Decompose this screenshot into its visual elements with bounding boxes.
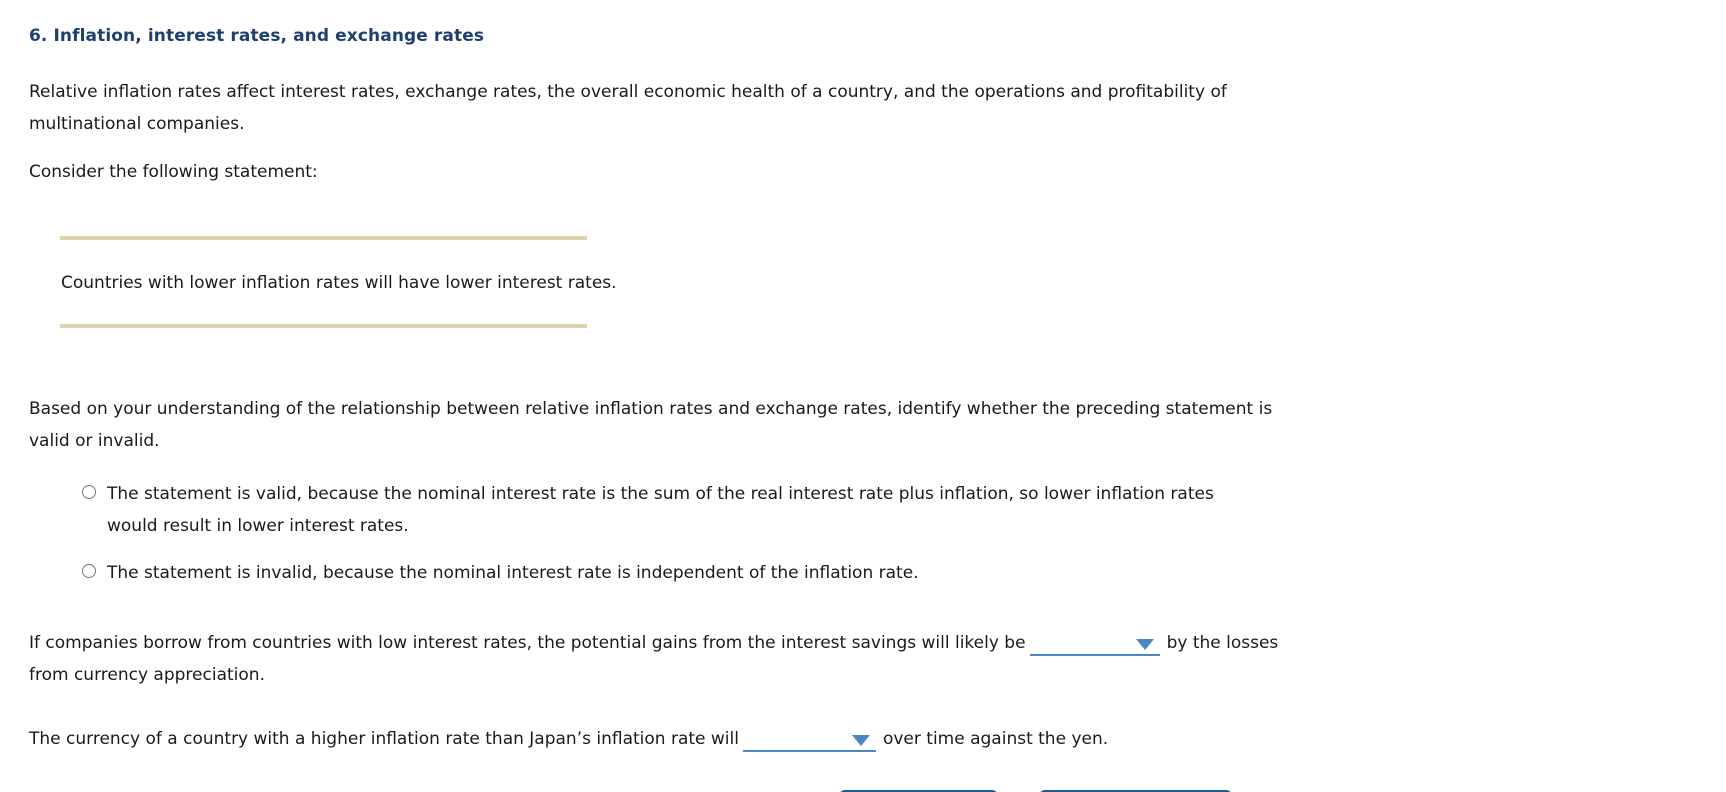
option-invalid-radio[interactable] [82,564,96,578]
borrow-text-before: If companies borrow from countries with low interest rates, the potential gains from the interest savings will likely be [29,633,1026,653]
currency-text-before: The currency of a country with a higher inflation rate than Japan’s inflation rate will [29,729,739,749]
currency-paragraph [29,723,1329,755]
option-valid-radio[interactable] [82,485,96,499]
statement-top-rule [60,236,587,240]
statement-text: Countries with lower inflation rates will have lower interest rates. [61,273,617,293]
option-invalid[interactable] [82,557,1247,589]
borrow-dropdown[interactable] [1030,628,1160,656]
chevron-down-icon [852,735,870,746]
borrow-paragraph [29,627,1299,691]
currency-dropdown[interactable] [743,724,876,752]
option-invalid-label: The statement is invalid, because the nominal interest rate is independent of the inflation rate. [107,563,919,583]
chevron-down-icon [1136,639,1154,650]
option-valid[interactable] [82,478,1247,542]
question-title: 6. Inflation, interest rates, and exchange rates [29,26,485,46]
currency-text-after: over time against the yen. [882,729,1109,749]
consider-paragraph: Consider the following statement: [29,162,318,182]
prompt-paragraph: Based on your understanding of the relationship between relative inflation rates and exchange rates, identify whether the preceding statement is valid or invalid. [29,399,1273,451]
intro-paragraph: Relative inflation rates affect interest rates, exchange rates, the overall economic health of a country, and the operations and profitability of multinational companies. [29,82,1227,134]
option-valid-label: The statement is valid, because the nominal interest rate is the sum of the real interest rate plus inflation, so lower inflation rates would result in lower interest rates. [107,484,1214,536]
statement-bottom-rule [60,324,587,328]
borrow-text-after: by the losses from currency appreciation. [29,633,1279,685]
